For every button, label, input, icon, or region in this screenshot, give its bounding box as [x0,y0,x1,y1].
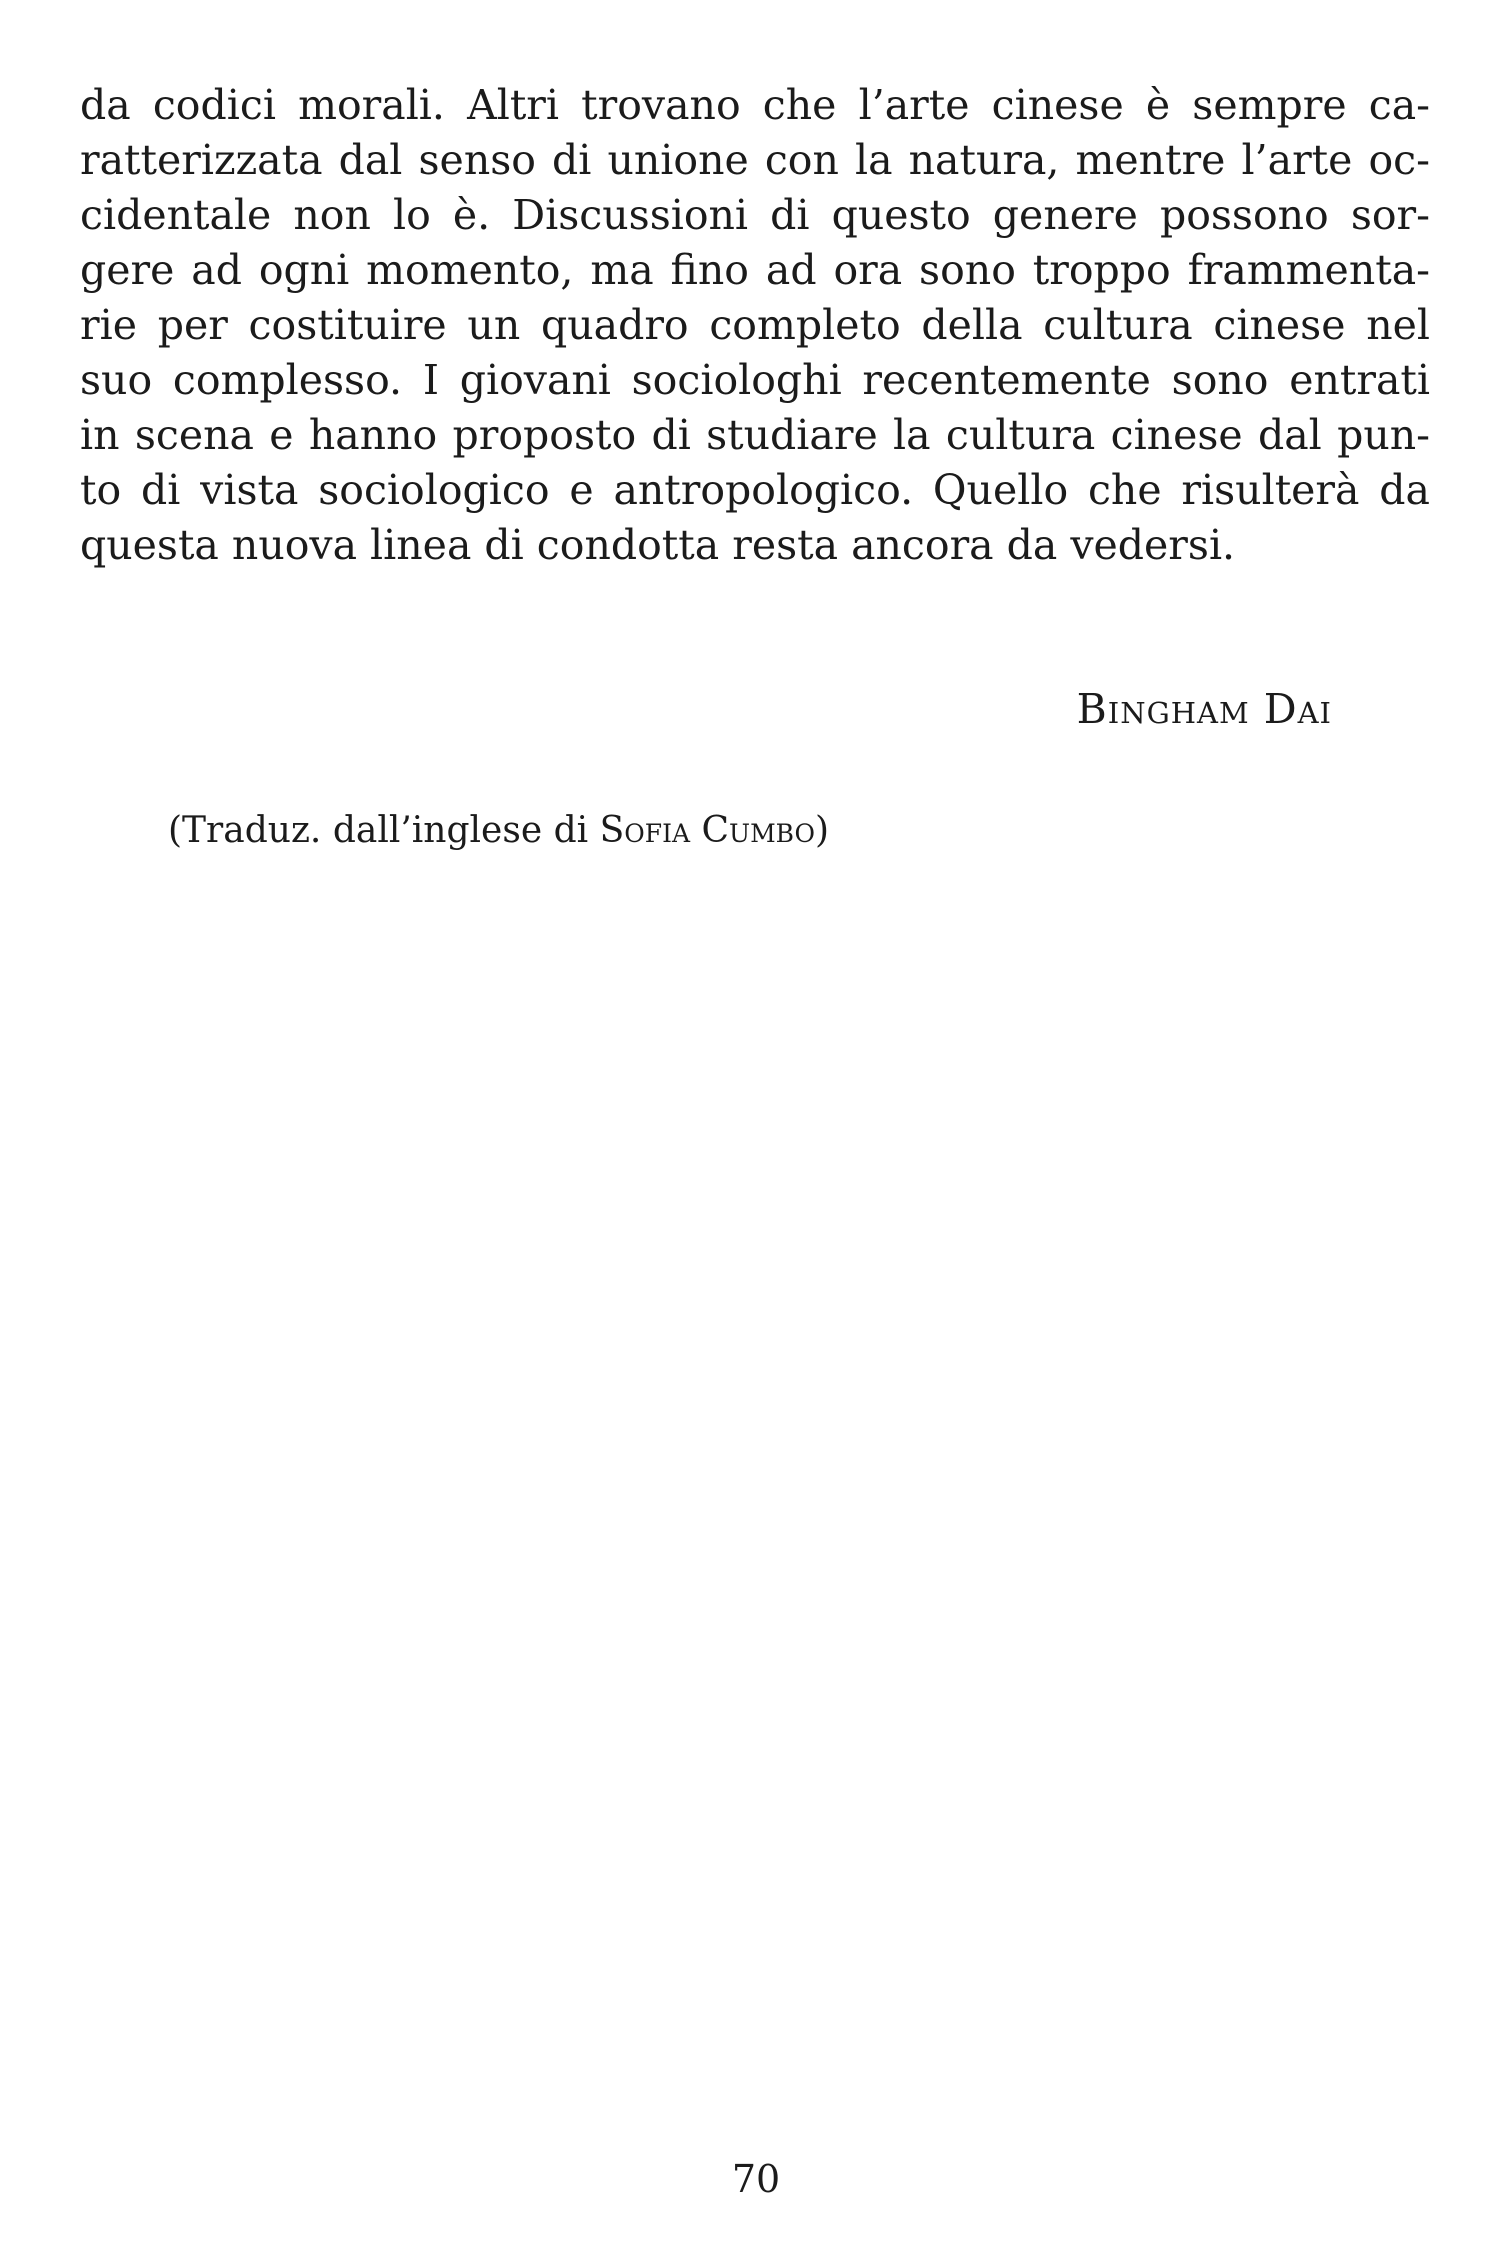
translation-credit [168,806,829,856]
text-line: ratterizzata dal senso di unione con la natura, mentre l’arte oc- [80,136,1430,184]
text-line: suo complesso. I giovani sociologhi recentemente sono entrati [80,356,1430,404]
text-line: gere ad ogni momento, ma fino ad ora sono troppo frammenta- [80,246,1430,294]
author-signature: Bingham Dai [1076,685,1332,733]
translator-name: Sofia Cumbo [599,810,815,851]
page-number: 70 [731,2157,781,2201]
text-line: to di vista sociologico e antropologico. Quello che risulterà da [80,466,1430,514]
text-line: cidentale non lo è. Discussioni di questo genere possono sor- [80,191,1430,239]
text-line: questa nuova linea di condotta resta ancora da vedersi. [80,521,1236,569]
translation-suffix: ) [815,810,830,851]
body-paragraph [80,78,1430,573]
text-line: da codici morali. Altri trovano che l’arte cinese è sempre ca- [80,81,1430,129]
text-line: in scena e hanno proposto di studiare la cultura cinese dal pun- [80,411,1430,459]
text-line: rie per costituire un quadro completo della cultura cinese nel [80,301,1430,349]
translation-prefix: (Traduz. dall’inglese di [168,810,600,851]
